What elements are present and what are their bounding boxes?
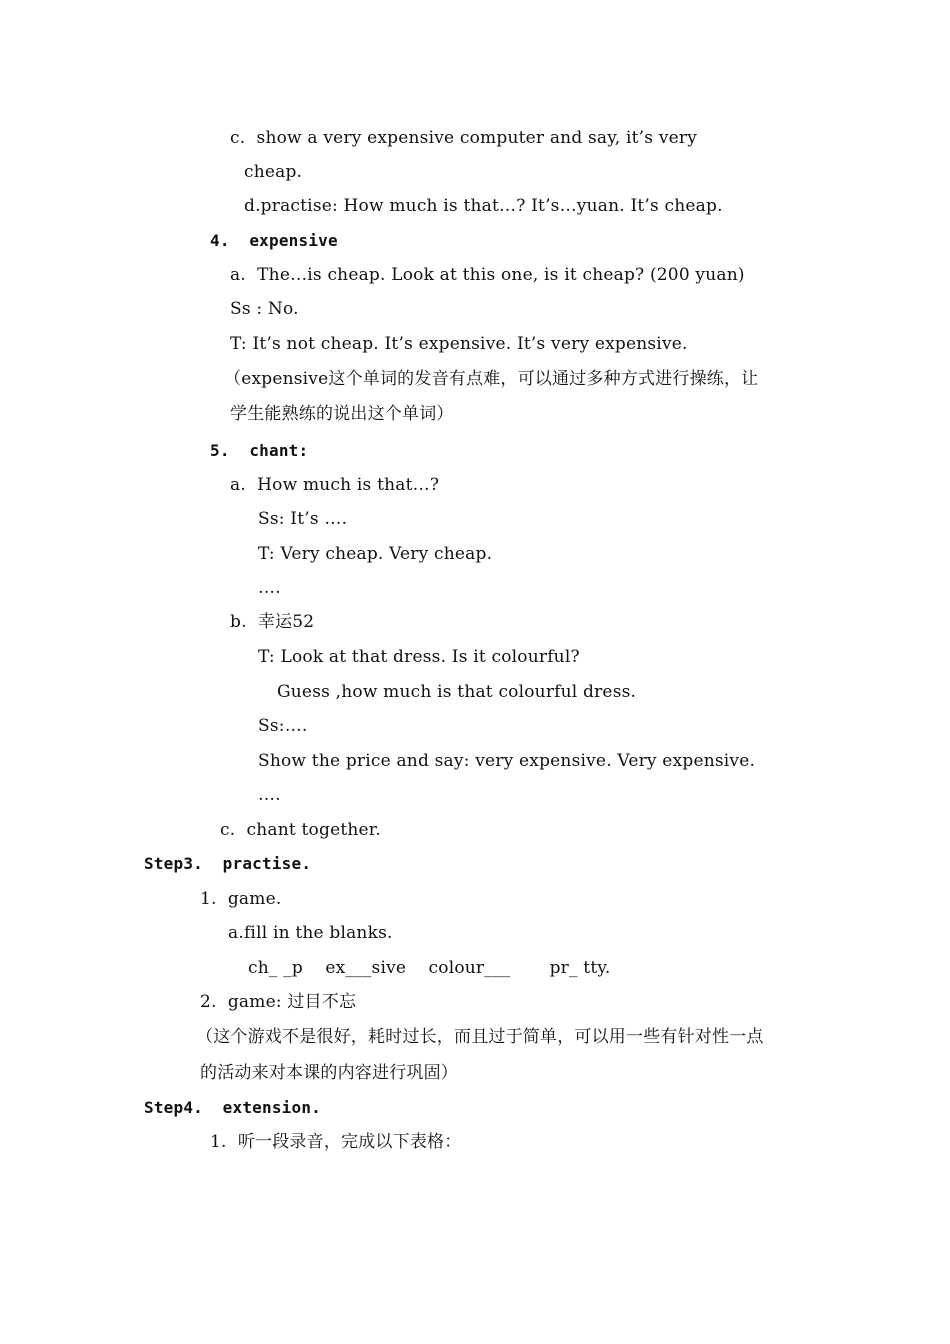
expensive-ss-response: Ss : No. <box>230 299 299 319</box>
chant-item-a: a. How much is that…? <box>230 475 440 495</box>
expensive-teacher-line: T: It’s not cheap. It’s expensive. It’s very expensive. <box>230 334 688 354</box>
section-heading-expensive: 4. expensive <box>210 231 338 250</box>
step-item-c-show-computer: c. show a very expensive computer and say, it’s very <box>230 128 698 148</box>
step4-heading: Step4. extension. <box>144 1098 321 1117</box>
chant-item-c: c. chant together. <box>220 820 381 840</box>
expensive-note-line-2: 学生能熟练的说出这个单词） <box>230 404 454 424</box>
chant-a-ss-line: Ss: It’s …. <box>258 509 348 529</box>
step-item-c-continuation: cheap. <box>244 162 303 182</box>
chant-a-teacher-line: T: Very cheap. Very cheap. <box>258 544 493 564</box>
fill-blanks-words: ch_ _p ex___sive colour___ pr_ tty. <box>248 958 611 978</box>
extension-item-1: 1. 听一段录音，完成以下表格： <box>210 1132 462 1152</box>
practise-item-1a: a.fill in the blanks. <box>228 923 393 943</box>
chant-b-ss-line: Ss:…. <box>258 716 308 736</box>
chant-b-teacher-line: T: Look at that dress. Is it colourful? <box>258 647 580 667</box>
step-item-d-practise: d.practise: How much is that…? It’s…yuan. It’s cheap. <box>244 196 723 216</box>
chant-a-ellipsis: …. <box>258 578 281 598</box>
expensive-item-a: a. The…is cheap. Look at this one, is it cheap? (200 yuan) <box>230 265 745 285</box>
expensive-note-line-1: （expensive这个单词的发音有点难，可以通过多种方式进行操练，让 <box>224 369 759 389</box>
chant-b-guess-line: Guess ,how much is that colourful dress. <box>277 682 637 702</box>
step3-heading: Step3. practise. <box>144 854 312 873</box>
chant-b-ellipsis: …. <box>258 785 281 805</box>
chant-item-b: b. 幸运52 <box>230 612 315 632</box>
practise-note-line-2: 的活动来对本课的内容进行巩固） <box>200 1063 458 1083</box>
practise-item-1: 1. game. <box>200 889 282 909</box>
section-heading-chant: 5. chant: <box>210 441 309 460</box>
practise-note-line-1: （这个游戏不是很好，耗时过长，而且过于简单，可以用一些有针对性一点 <box>196 1027 764 1047</box>
practise-item-2: 2. game: 过目不忘 <box>200 992 357 1012</box>
chant-b-show-price-line: Show the price and say: very expensive. Very expensive. <box>258 751 756 771</box>
